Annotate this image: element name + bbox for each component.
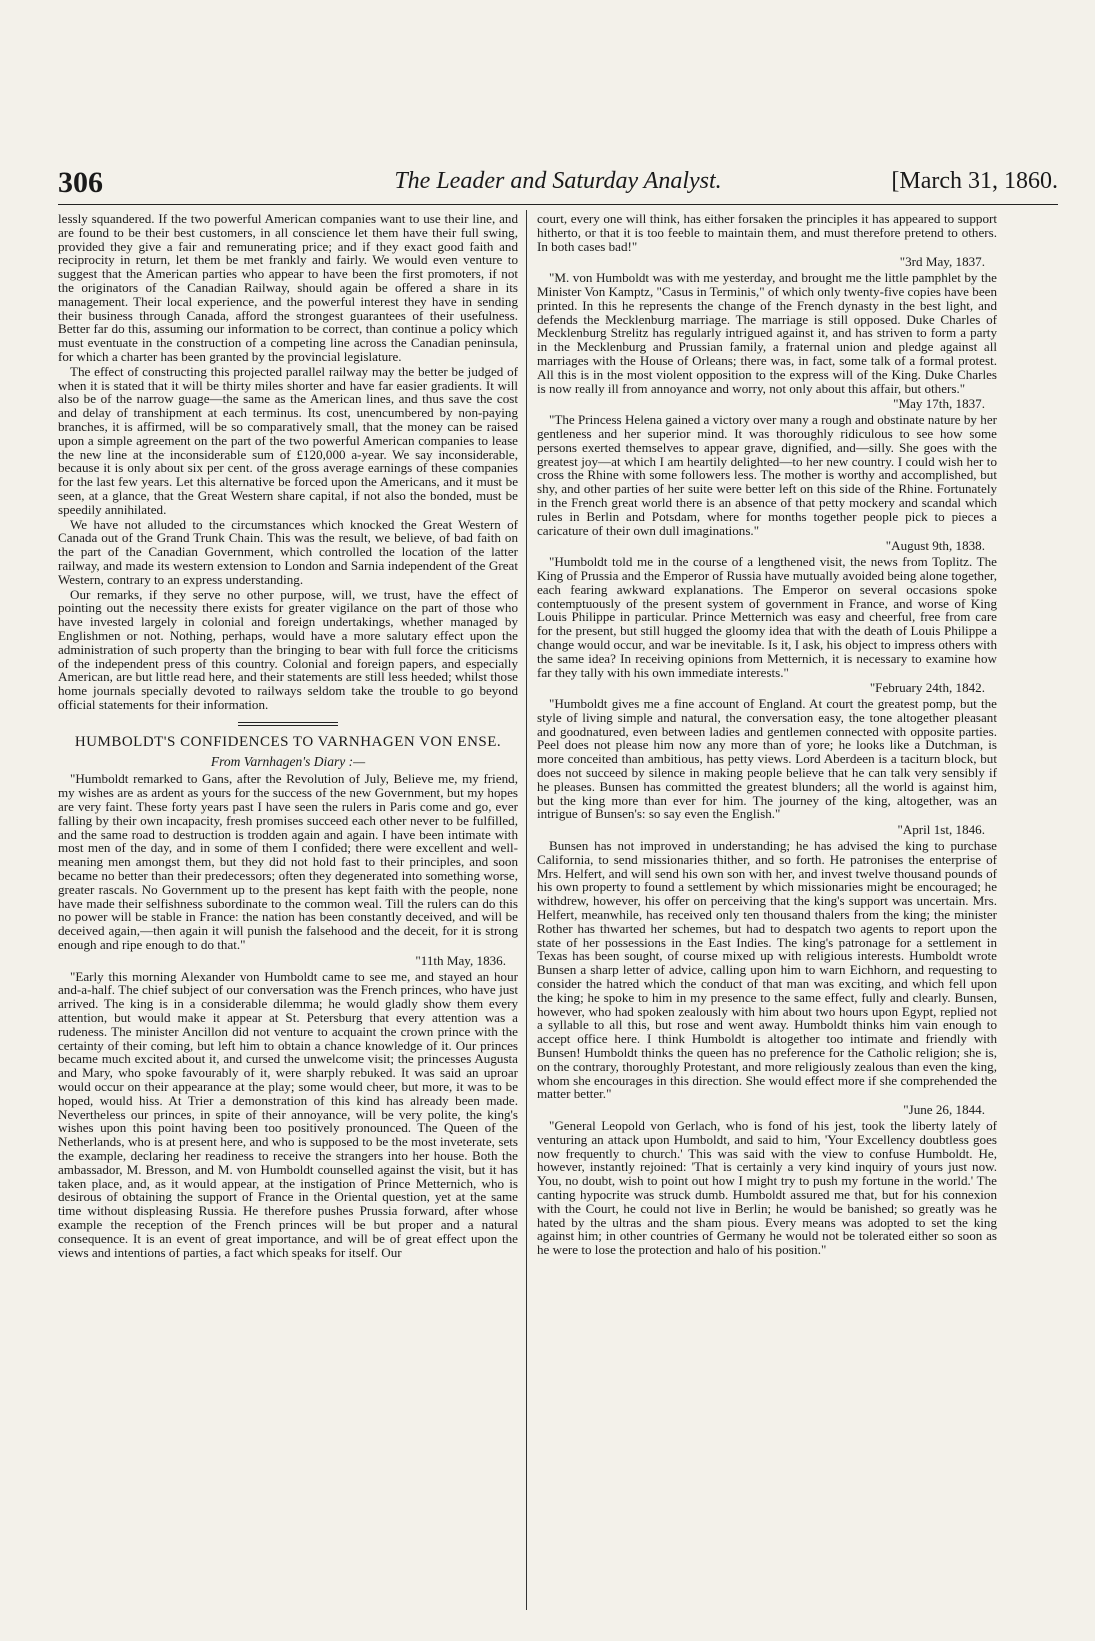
diary-paragraph: court, every one will think, has either forsaken the principles it has appeared to support hitherto, or that it is too feeble to maintain them, and must therefore pretend to others. In both cases bad!" (537, 212, 997, 254)
diary-paragraph: "M. von Humboldt was with me yesterday, and brought me the little pamphlet by the Minister Von Kamptz, "Casus in Terminis," of which only twenty-five copies have been printed. In this he represents the change of the French dynasty in the best light, and defends the Mecklenburg marriage. The marriage is still opposed. Duke Charles of Mecklenburg Strelitz has regularly intrigued against it, and has striven to form a party in the Mecklenburg and Prussian family, a fraternal union and pledge against all marriages with the House of Orleans; there was, in fact, some talk of a formal protest. All this is in the most violent opposition to the express will of the King. Duke Charles is now really ill from annoyance and worry, not only about this affair, but others." (537, 270, 997, 396)
diary-paragraph: "Humboldt remarked to Gans, after the Revolution of July, Believe me, my friend, my wishes are as ardent as yours for the success of the new Government, but my hopes are very faint. These forty years past I have seen the rulers in Paris come and go, ever falling by their own incapacity, fresh promises succeed each other never to be fulfilled, and the same road to destruction is trodden again and again. I have been intimate with most men of the day, and in some of them I confided; there were excellent and well-meaning men amongst them, but they did not hold fast to their principles, and soon became no better than their predecessors; often they degenerated into something worse, greater rascals. No Government up to the present has kept faith with the people, none have made their selfishness subordinate to the common weal. Till the rulers can do this no power will be stable in France: the nation has been constantly deceived, and will be deceived again,—then again it will punish the falsehood and the deceit, for it is strong enough and ripe enough to do that." (58, 771, 518, 953)
diary-date: "3rd May, 1837. (899, 254, 985, 270)
column-divider (526, 210, 527, 1610)
railway-paragraph: We have not alluded to the circumstances which knocked the Great Western of Canada out of the Grand Trunk Chain. This was the result, we believe, of bad faith on the part of the Canadian Government, which controlled the location of the latter railway, and made its western extension to London and Sarnia independent of the Great Western, contrary to an express understanding. (58, 516, 518, 587)
diary-paragraph: "Humboldt told me in the course of a lengthened visit, the news from Toplitz. The King of Prussia and the Emperor of Russia have mutually avoided being alone together, each fearing awkward explanations. The Emperor on several occasions spoke contemptuously of the present system of government in France, and worse of King Louis Philippe in particular. Prince Metternich was easy and cheerful, free from care for the present, but still hugged the gloomy idea that with the death of Louis Philippe a change would occur, and war be inevitable. Is it, I ask, his object to impress others with the same idea? In receiving opinions from Metternich, it is necessary to examine how far they tally with his own immediate interests." (537, 554, 997, 680)
article-title: HUMBOLDT'S CONFIDENCES TO VARNHAGEN VON ENSE. (74, 733, 502, 750)
right-column (537, 212, 997, 1612)
publication-title: The Leader and Saturday Analyst. (394, 168, 722, 194)
left-column (58, 212, 518, 1612)
railway-paragraph: Our remarks, if they serve no other purpose, will, we trust, have the effect of pointing out the necessity there exists for greater vigilance on the part of those who have invested largely in colonial and foreign undertakings, whether managed by Englishmen or not. Nothing, perhaps, would have a more salutary effect upon the administration of such property than the bringing to bear with full force the criticisms of the independent press of this country. Colonial and foreign papers, and especially American, are but little read here, and their statements are still less heeded; whilst those home journals specially devoted to railways seldom take the trouble to go beyond official statements for their information. (58, 586, 518, 712)
diary-paragraph: Bunsen has not improved in understanding; he has advised the king to purchase California, to send missionaries thither, and so forth. He patronises the enterprise of Mrs. Helfert, and will send his own son with her, and invest twelve thousand pounds of his own property to found a settlement by which missionaries might be encouraged; he withdrew, however, his offer on perceiving that the king's support was uncertain. Mrs. Helfert, meanwhile, has received only ten thousand thalers from the king; the minister Rother has thwarted her schemes, but had to despatch two agents to report upon the state of her possessions in the East Indies. The king's patronage for a settlement in Texas has been sought, of course mixed up with religious interests. Humboldt wrote Bunsen a sharp letter of advice, calling upon him to warn Eichhorn, and requesting to consider the hatred which the conduct of that man was exciting, and which fell upon the king; he spoke to him in my presence to the same effect, fully and clearly. Bunsen, however, who had spoken zealously with him about two hours upon Egypt, replied not a syllable to all this, but rose and went away. Humboldt thinks him vain enough to accept office here. I think Humboldt is altogether too intimate and friendly with Bunsen! Humboldt thinks the queen has no preference for the Catholic religion; she is, on the contrary, thoroughly Protestant, and more religiously zealous than even the king, whom she encourages in this direction. She would effect more if she comprehended the matter better." (537, 838, 997, 1102)
diary-paragraph: "Humboldt gives me a fine account of England. At court the greatest pomp, but the style of living simple and natural, the conversation easy, the tone altogether pleasant and goodnatured, even between ladies and gentlemen connected with opposite parties. Peel does not please him now any more than of yore; he looks like a Dutchman, is more conceited than ambitious, has petty views. Lord Aberdeen is a taciturn block, but does not succeed by silence in making people believe that he can talk very sensibly if he pleases. Bunsen has committed the greatest blunders; all the world is against him, but the king more than ever for him. The journey of the king, altogether, was an intrigue of Bunsen's: so say even the English." (537, 696, 997, 822)
diary-date: "May 17th, 1837. (893, 396, 985, 412)
diary-date: "August 9th, 1838. (885, 538, 985, 554)
diary-paragraph: "Early this morning Alexander von Humboldt came to see me, and stayed an hour and-a-half. The chief subject of our conversation was the French princes, who have just arrived. The king is in a considerable dilemma; he would gladly show them every attention, but would make it appear at St. Petersburg that every attention was a rudeness. The minister Ancillon did not venture to acquaint the crown prince with the certainty of their coming, but left him to obtain a chance knowledge of it. Our princes became much excited about it, and cursed the unwelcome visit; the princesses Augusta and Mary, who spoke favourably of it, were sharply rebuked. It was said an uproar would occur on their appearance at the play; some would cheer, but more, it was to be hoped, would hiss. At Trier a demonstration of this kind has already been made. Nevertheless our princes, in spite of their annoyance, will be very polite, the king's wishes upon this point having been too positively pronounced. The Queen of the Netherlands, who is at present here, and who is supposed to be the most inveterate, sets the example, declaring her readiness to receive the strangers into her house. Both the ambassador, M. Bresson, and M. von Humboldt counselled against the visit, but it has taken place, and, as it would appear, at the instigation of Prince Metternich, who is desirous of obtaining the support of France in the Oriental question, yet at the same time without displeasing Russia. He therefore pushes Prussia forward, after whose example the reception of the French princes will be but proper and a natural consequence. It is an event of great importance, and will be of great effect upon the views and intentions of parties, a fact which speaks for itself. Our (58, 968, 518, 1260)
diary-date: "June 26, 1844. (903, 1102, 985, 1118)
section-separator (238, 722, 338, 726)
issue-date: [March 31, 1860. (891, 168, 1058, 194)
diary-date: "February 24th, 1842. (869, 680, 985, 696)
article-subhead: From Varnhagen's Diary :— (210, 753, 366, 769)
railway-paragraph: lessly squandered. If the two powerful American companies want to use their line, and are found to be their best customers, in all conscience let them have their full swing, provided they give a fair and remunerating price; and if they exact good faith and reciprocity in return, let them be met frankly and fairly. We would even venture to suggest that the American parties who appear to have been the first promoters, if not the originators of the Canadian Railway, should again be offered a share in its management. Their local experience, and the powerful interest they have in sending their business through Canada, afford the strongest guarantees of their usefulness. Better far do this, assuming our information to be correct, than continue a policy which must eventuate in the construction of a competing line across the Canadian peninsula, for which a charter has been granted by the provincial legislature. (58, 212, 518, 364)
diary-date: "11th May, 1836. (415, 952, 506, 968)
railway-paragraph: The effect of constructing this projected parallel railway may the better be judged of when it is stated that it will be thirty miles shorter and have far easier gradients. It will also be of the narrow guage—the same as the American lines, and thus save the cost and delay of transhipment at each terminus. Its cost, unencumbered by non-paying branches, it is affirmed, will be so comparatively small, that the money can be raised upon a simple agreement on the part of the two powerful American companies to lease the new line at the inconsiderable sum of £120,000 a-year. We say inconsiderable, because it is only about six per cent. of the gross average earnings of these companies for the last few years. Let this alternative be forced upon the Americans, and it must be seen, at a glance, that the Great Western share capital, if not also the bonded, must be speedily annihilated. (58, 363, 518, 517)
page-number: 306 (58, 166, 103, 199)
page-header (58, 164, 1058, 205)
diary-paragraph: "General Leopold von Gerlach, who is fond of his jest, took the liberty lately of venturing an attack upon Humboldt, and said to him, 'Your Excellency doubtless goes now frequently to church.' This was said with the view to confuse Humboldt. He, however, instantly rejoined: 'That is certainly a very kind inquiry of yours just now. You, no doubt, wish to point out how I might try to push my fortune in the world.' The canting hypocrite was struck dumb. Humboldt assured me that, but for his connexion with the Court, he could not live in Berlin; he would be banished; so greatly was he hated by the ultras and the sham pious. Every means was adopted to set the king against him; in other countries of Germany he would not be tolerated either so soon as he were to lose the protection and halo of his position." (537, 1118, 997, 1258)
diary-paragraph: "The Princess Helena gained a victory over many a rough and obstinate nature by her gentleness and her superior mind. It was thoroughly ridiculous to see how some persons exerted themselves to appear grave, dignified, and—silly. She goes with the greatest joy—at which I am heartily delighted—to her new country. I could wish her to cross the Rhine with some followers less. The mother is worthy and accomplished, but shy, and other parties of her suite were better left on this side of the Rhine. Fortunately in the French great world there is an absence of that petty mockery and scandal which rules in Berlin and Potsdam, where for months together people pick to pieces a caricature of their own dull imaginations." (537, 412, 997, 538)
diary-date: "April 1st, 1846. (897, 822, 985, 838)
